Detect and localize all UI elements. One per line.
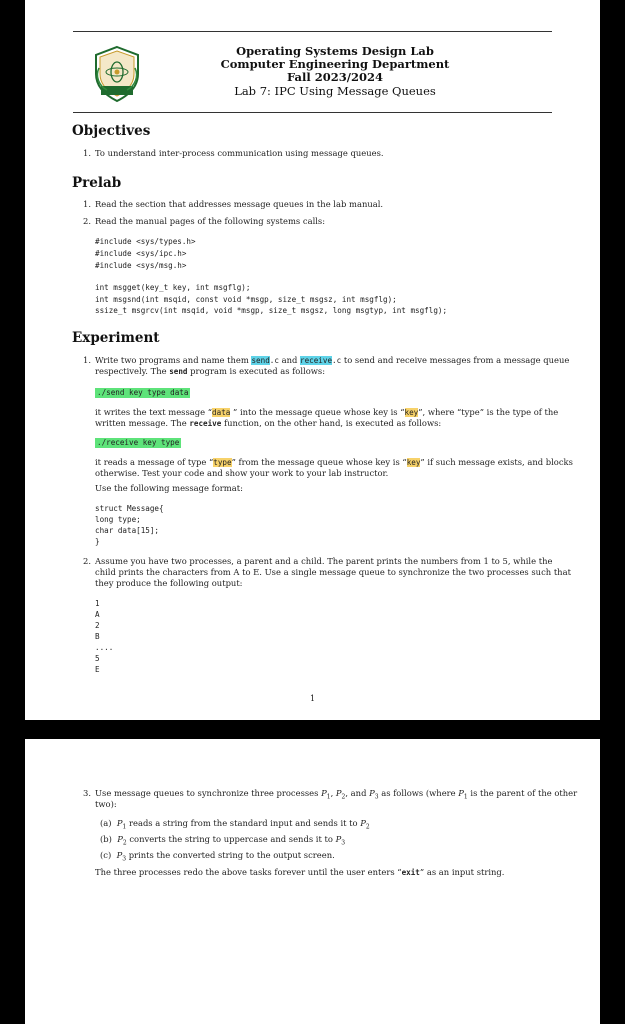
send-command: ./send key type data <box>97 388 189 397</box>
experiment-item-number: 2. <box>83 556 91 566</box>
struct-line: long type; <box>95 515 141 524</box>
experiment-item-number: 3. <box>83 788 91 798</box>
experiment-heading: Experiment <box>72 330 160 346</box>
university-logo-icon <box>87 44 147 104</box>
output-line: 1 <box>95 599 100 608</box>
prelab-item-number: 1. <box>83 199 91 209</box>
prototype-line: ssize_t msgrcv(int msqid, void *msgp, size_t msgsz, long msgtyp, int msgflg); <box>95 306 448 315</box>
lab-title: Lab 7: IPC Using Message Queues <box>234 84 436 98</box>
include-line: #include <sys/msg.h> <box>95 261 187 270</box>
include-line: #include <sys/ipc.h> <box>95 249 187 258</box>
subitem-a: (a) $P_1$ reads a string from the standard input and sends it to $P_2$ <box>100 818 370 831</box>
exit-keyword: exit <box>401 868 420 877</box>
objective-number: 1. <box>83 148 91 158</box>
term: Fall 2023/2024 <box>287 70 383 84</box>
receive-description: it reads a message of type “type” from the message queue whose key is “key” if such message exists, and blocks <box>95 457 573 467</box>
type-highlight: type <box>213 458 232 467</box>
item1-paragraph: Write two programs and name them send.c and receive.c to send and receive messages from a message queue <box>95 355 570 365</box>
send-highlight: send <box>251 356 270 365</box>
item3-line2: two): <box>95 799 117 809</box>
subitem-b: (b) $P_2$ converts the string to uppercase and sends it to $P_3$ <box>100 834 346 847</box>
page-1 <box>25 0 600 720</box>
page-number: 1 <box>309 694 316 703</box>
prototype-line: int msgsnd(int msqid, const void *msgp, size_t msgsz, int msgflg); <box>95 295 397 304</box>
output-line: A <box>95 610 100 619</box>
page-2 <box>25 739 600 1024</box>
prelab-item-text: Read the manual pages of the following systems calls: <box>95 216 326 226</box>
data-highlight: data <box>212 408 231 417</box>
message-format-intro: Use the following message format: <box>95 483 243 493</box>
objectives-heading: Objectives <box>72 123 151 139</box>
output-line: .... <box>95 643 114 652</box>
output-line: E <box>95 665 100 674</box>
course-title: Operating Systems Design Lab <box>236 44 434 58</box>
output-line: B <box>95 632 100 641</box>
item2-line: they produce the following output: <box>95 578 243 588</box>
subitem-c: (c) $P_3$ prints the converted string to the output screen. <box>100 850 335 863</box>
prototype-line: int msgget(key_t key, int msgflg); <box>95 283 251 292</box>
receive-highlight: receive <box>300 356 333 365</box>
item2-line: Assume you have two processes, a parent and a child. The parent prints the numbers from 1 to 5, while the <box>95 556 553 566</box>
struct-line: struct Message{ <box>95 504 164 513</box>
item1-paragraph-line2: respectively. The send program is executed as follows: <box>95 366 326 376</box>
output-line: 2 <box>95 621 100 630</box>
struct-line: } <box>95 537 100 546</box>
prelab-item-text: Read the section that addresses message queues in the lab manual. <box>95 199 384 209</box>
receive-description-line2: otherwise. Test your code and show your work to your lab instructor. <box>95 468 389 478</box>
key-highlight: key <box>406 458 421 467</box>
objective-text: To understand inter-process communication using message queues. <box>95 148 384 158</box>
item3-line1: Use message queues to synchronize three processes $P_1$, $P_2$, and $P_3$ as follows (where $P_1$ is the parent of the other <box>95 788 578 801</box>
item2-line: child prints the characters from A to E. Use a single message queue to synchronize the two processes such that <box>95 567 571 577</box>
header-rule <box>73 112 552 113</box>
send-description-line2: written message. The receive function, on the other hand, is executed as follows: <box>95 418 442 428</box>
item3-closing: The three processes redo the above tasks forever until the user enters “exit” as an input string. <box>95 867 505 877</box>
prelab-item-number: 2. <box>83 216 91 226</box>
key-highlight: key <box>404 408 419 417</box>
experiment-item-number: 1. <box>83 355 91 365</box>
prelab-heading: Prelab <box>72 175 122 191</box>
send-description: it writes the text message “data ” into the message queue whose key is “key”, where “type” is the type of the <box>95 407 559 417</box>
top-rule <box>73 31 552 32</box>
department-title: Computer Engineering Department <box>220 57 450 71</box>
struct-line: char data[15]; <box>95 526 160 535</box>
output-line: 5 <box>95 654 100 663</box>
receive-command: ./receive key type <box>97 438 180 447</box>
include-line: #include <sys/types.h> <box>95 237 196 246</box>
